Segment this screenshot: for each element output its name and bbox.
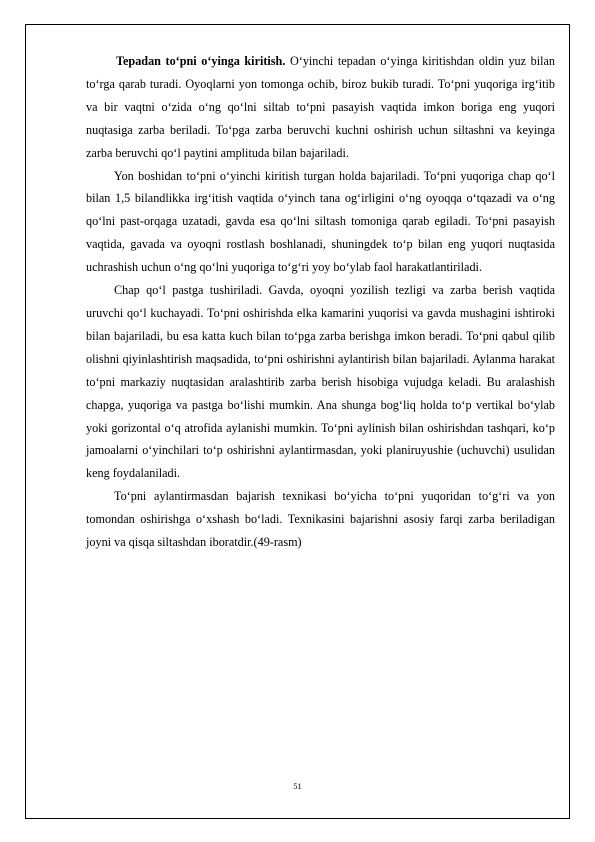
paragraph-1 <box>86 50 555 165</box>
section-heading: Tepadan to‘pni o‘yinga kiritish. <box>116 54 286 68</box>
document-body <box>86 50 555 554</box>
paragraph-3: Chap qo‘l pastga tushiriladi. Gavda, oyoqni yozilish tezligi va zarba berish vaqtida uruvchi qo‘l kuchayadi. To‘pni oshirishda elka kamarini yuqorisi va gavda mushagini ishtiroki bilan bajariladi, bu esa katta kuch bilan to‘pga zarba berishga imkon beradi. To‘pni qabul qilib olishni qiyinlashtirish maqsadida, to‘pni oshirishni aylantirish bilan bajariladi. Aylanma harakat to‘pni markaziy nuqtasidan aralashtirib zarba berish hisobiga vujudga keladi. Bu aralashish chapga, yuqoriga va pastga bo‘lishi mumkin. Ana shunga bog‘liq holda to‘p vertikal bo‘ylab yoki gorizontal o‘q atrofida aylanishi mumkin. To‘pni aylinish bilan oshirishdan tashqari, ko‘p jamoalarni o‘yinchilari to‘p oshirishni aylantirmasdan, yoki planiruyushie (uchuvchi) usulidan keng foydalaniladi. <box>86 283 555 481</box>
page-number: 51 <box>293 781 302 791</box>
paragraph-2: Yon boshidan to‘pni o‘yinchi kiritish turgan holda bajariladi. To‘pni yuqoriga chap qo‘l bilan 1,5 bilandlikka irg‘itish vaqtida o‘yinch tana og‘irligini o‘ng oyoqqa o‘tqazadi va o‘ng qo‘lni past-orqaga uzatadi, gavda esa qo‘lni siltash tomoniga qarab egiladi. To‘pni pasayish vaqtida, gavada va oyoqni rostlash boshlanadi, shuningdek to‘p bilan eng yuqori nuqtasida uchrashish uchun o‘ng qo‘lni yuqoriga to‘g‘ri yoy bo‘ylab faol harakatlantiriladi. <box>86 168 555 275</box>
paragraph-1-text: O‘yinchi tepadan o‘yinga kiritishdan oldin yuz bilan to‘rga qarab turadi. Oyoqlarni yon tomonga ochib, biroz bukib turadi. To‘pni yuqoriga irg‘itib va bir vaqtni o‘zida o‘ng qo‘lni siltab to‘pni pasayish vaqtida imkon boriga eng yuqori nuqtasiga zarba beriladi. To‘pga zarba beruvchi kuchni oshirish uchun siltashni va keyinga zarba beruvchi qo‘l paytini amplituda bilan bajariladi. <box>86 54 555 160</box>
paragraph-4: To‘pni aylantirmasdan bajarish texnikasi bo‘yicha to‘pni yuqoridan to‘g‘ri va yon tomondan oshirishga o‘xshash bo‘ladi. Texnikasini bajarishni asosiy farqi zarba beriladigan joyni va qisqa siltashdan iboratdir.(49-rasm) <box>86 489 555 550</box>
